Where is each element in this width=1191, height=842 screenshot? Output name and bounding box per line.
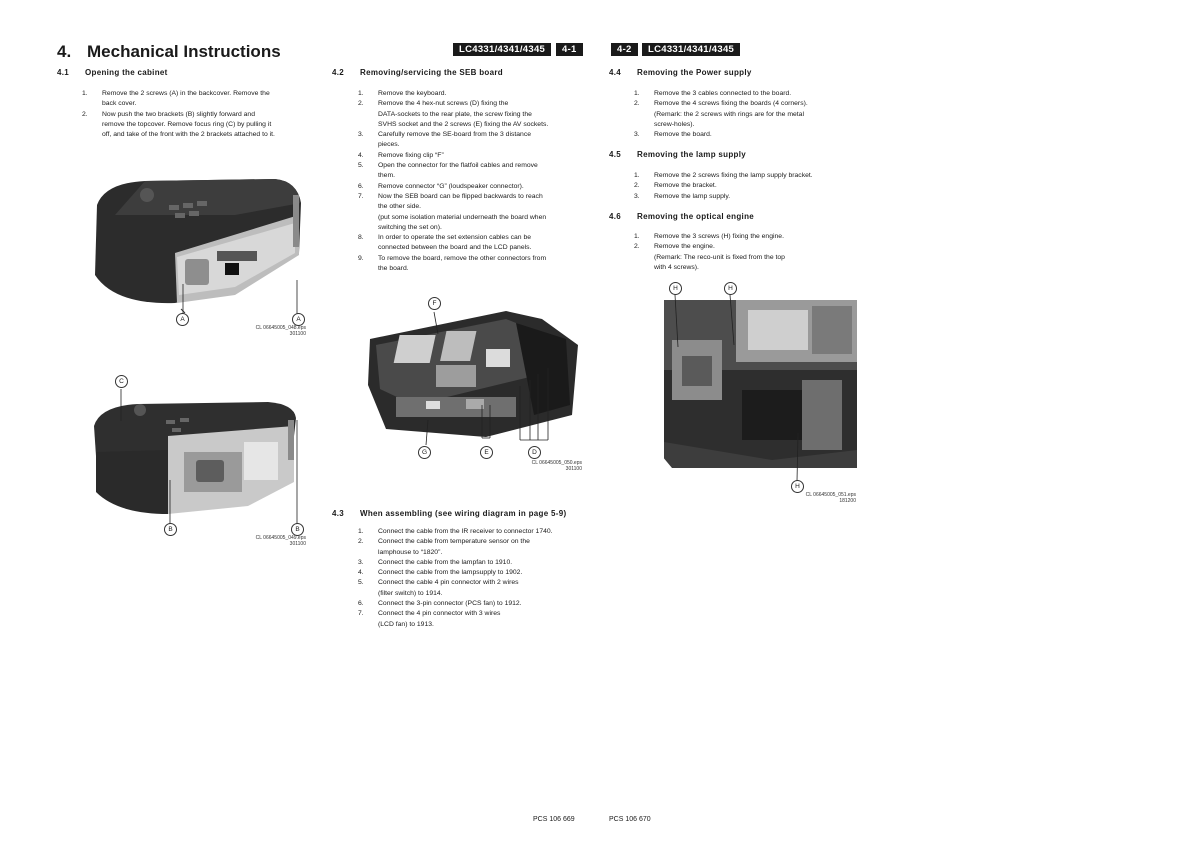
step-number: 2. [82, 110, 88, 118]
figure-2-leader-lines [115, 385, 315, 530]
step-number: 5. [358, 579, 364, 587]
figure-3-leader-lines [420, 300, 550, 455]
section-title: Removing the lamp supply [637, 150, 746, 159]
footer-left-page-code: PCS 106 669 [533, 816, 575, 823]
section-number: 4.1 [57, 68, 70, 77]
callout-e: E [480, 446, 493, 459]
step-number: 1. [82, 90, 88, 97]
step-line: Connect the cable from the lampsupply to 1902. [378, 569, 523, 577]
step-line: the other side. [378, 203, 422, 211]
step-item [358, 537, 598, 558]
figure-4-leader-lines [660, 285, 810, 490]
step-line: (filter switch) to 1914. [378, 589, 443, 597]
step-item [634, 192, 864, 202]
step-item [358, 599, 598, 609]
step-item [358, 568, 598, 578]
step-line: with 4 screws). [654, 263, 699, 271]
section-4-2-heading [332, 68, 503, 77]
step-line: Connect the 3-pin connector (PCS fan) to 1912. [378, 600, 522, 608]
section-4-5-heading [609, 150, 746, 159]
page-badge-left: 4-1 [556, 43, 583, 56]
step-line: DATA-sockets to the rear plate, the screw fixing the [378, 110, 532, 118]
step-line: Remove the 2 screws fixing the lamp supply bracket. [654, 172, 813, 179]
section-number: 4.3 [332, 509, 345, 518]
section-4-4-steps [634, 89, 864, 140]
step-line: Connect the cable 4 pin connector with 2 wires [378, 579, 519, 587]
step-item [82, 110, 322, 141]
step-line: Remove the engine. [654, 243, 715, 251]
caption-date: 301100 [289, 331, 306, 337]
step-item [634, 242, 864, 273]
step-line: Now the SEB board can be flipped backwards to reach [378, 192, 543, 200]
step-line: Remove the 4 hex-nut screws (D) fixing the [378, 100, 509, 108]
page-title [57, 42, 281, 62]
section-4-5-steps [634, 171, 864, 202]
step-number: 1. [634, 172, 640, 179]
callout-h-1: H [669, 282, 682, 295]
step-number: 9. [358, 254, 364, 262]
callout-h-2: H [724, 282, 737, 295]
step-line: lamphouse to “1820”. [378, 548, 443, 556]
section-4-6-heading [609, 212, 754, 221]
section-title: When assembling (see wiring diagram in page 5-9) [360, 509, 567, 518]
step-line: them. [378, 172, 395, 180]
footer-right-page-code: PCS 106 670 [609, 816, 651, 823]
step-line: Connect the cable from temperature sensor on the [378, 538, 530, 546]
step-line: Remove fixing clip “F” [378, 151, 444, 159]
caption-date: 301100 [289, 541, 306, 547]
caption-date: 301100 [565, 466, 582, 472]
step-number: 2. [634, 100, 640, 108]
step-number: 2. [634, 182, 640, 190]
figure-1-caption [230, 325, 306, 337]
step-item [358, 130, 598, 151]
callout-c: C [115, 375, 128, 388]
section-title: Removing the optical engine [637, 212, 755, 221]
step-number: 1. [358, 90, 364, 97]
step-number: 1. [634, 90, 640, 97]
step-line: (Remark: The reco-unit is fixed from the top [654, 253, 785, 261]
step-item [358, 192, 598, 233]
figure-1-leader-lines [180, 280, 310, 320]
step-number: 6. [358, 600, 364, 608]
section-title: Removing the Power supply [637, 68, 752, 77]
step-line: To remove the board, remove the other connectors from [378, 254, 547, 262]
step-item [358, 527, 598, 537]
callout-a-right: A [292, 313, 305, 326]
step-line: (put some isolation material underneath the board when [378, 213, 547, 221]
model-badge-left: LC4331/4341/4345 [453, 43, 551, 56]
step-item [634, 171, 864, 181]
step-number: 2. [358, 100, 364, 108]
step-line: Carefully remove the SE-board from the 3 distance [378, 131, 532, 139]
step-line: Connect the cable from the lampfan to 1910. [378, 558, 513, 566]
step-line: the board. [378, 265, 409, 273]
step-item [634, 89, 864, 99]
section-4-3-steps [358, 527, 598, 630]
callout-d: D [528, 446, 541, 459]
callout-b-left: B [164, 523, 177, 536]
step-line: Remove the 2 screws (A) in the backcover. Remove the [102, 90, 270, 97]
section-title: Opening the cabinet [85, 68, 168, 77]
step-item [358, 578, 598, 599]
section-4-1-heading [57, 68, 168, 77]
figure-2-caption [230, 535, 306, 547]
callout-h-3: H [791, 480, 804, 493]
chapter-number: 4. [57, 42, 72, 61]
step-number: 8. [358, 234, 364, 242]
step-number: 3. [634, 192, 640, 200]
step-item [634, 130, 864, 140]
step-number: 4. [358, 569, 364, 577]
step-item [358, 151, 598, 161]
model-badge-right: LC4331/4341/4345 [642, 43, 740, 56]
section-number: 4.6 [609, 212, 622, 221]
step-number: 2. [634, 243, 640, 251]
step-line: pieces. [378, 141, 400, 149]
step-number: 7. [358, 610, 364, 618]
section-4-3-heading [332, 509, 566, 518]
step-number: 3. [634, 131, 640, 139]
caption-file: CL 06645005_051.eps [805, 492, 856, 498]
section-number: 4.5 [609, 150, 622, 159]
step-line: SVHS socket and the 2 screws (E) fixing the AV sockets. [378, 120, 549, 128]
step-number: 6. [358, 182, 364, 190]
step-item [358, 161, 598, 182]
step-number: 3. [358, 131, 364, 139]
step-item [634, 181, 864, 191]
step-number: 4. [358, 151, 364, 159]
step-line: off, and take of the front with the 2 brackets attached to it. [102, 131, 275, 139]
step-item [634, 232, 864, 242]
step-line: Connect the 4 pin connector with 3 wires [378, 610, 501, 618]
step-line: Now push the two brackets (B) slightly forward and [102, 110, 255, 118]
step-line: (LCD fan) to 1913. [378, 620, 434, 628]
step-item [358, 89, 598, 99]
step-line: Remove connector “G” (loudspeaker connector). [378, 182, 524, 190]
step-line: Open the connector for the flatfoil cables and remove [378, 162, 538, 170]
step-line: Remove the board. [654, 131, 712, 139]
callout-g: G [418, 446, 431, 459]
step-item [358, 609, 598, 630]
step-line: Remove the 4 screws fixing the boards (4 corners). [654, 100, 808, 108]
section-number: 4.2 [332, 68, 345, 77]
section-4-6-steps [634, 232, 864, 273]
figure-4-caption [780, 492, 856, 504]
step-item [358, 254, 598, 275]
step-item [358, 558, 598, 568]
chapter-title: Mechanical Instructions [87, 42, 281, 61]
caption-file: CL 06645005_049.eps [255, 535, 306, 541]
section-4-1-steps [82, 89, 322, 140]
step-item [358, 182, 598, 192]
step-line: remove the topcover. Remove focus ring (C) by pulling it [102, 120, 272, 128]
page-badge-right: 4-2 [611, 43, 638, 56]
callout-a-left: A [176, 313, 189, 326]
section-4-4-heading [609, 68, 752, 77]
step-line: Remove the bracket. [654, 182, 717, 190]
callout-f: F [428, 297, 441, 310]
caption-file: CL 06645005_048.eps [255, 325, 306, 331]
step-line: Remove the 3 cables connected to the board. [654, 90, 792, 97]
step-line: Connect the cable from the IR receiver to connector 1740. [378, 528, 553, 535]
step-line: Remove the 3 screws (H) fixing the engine. [654, 233, 784, 240]
caption-file: CL 06645005_050.eps [531, 460, 582, 466]
step-number: 1. [634, 233, 640, 240]
step-item [82, 89, 322, 110]
step-line: Remove the lamp supply. [654, 192, 731, 200]
step-line: In order to operate the set extension cables can be [378, 234, 532, 242]
step-line: back cover. [102, 100, 137, 108]
step-number: 7. [358, 192, 364, 200]
step-line: connected between the board and the LCD panels. [378, 244, 532, 252]
section-title: Removing/servicing the SEB board [360, 68, 503, 77]
step-item [358, 99, 598, 130]
step-number: 5. [358, 162, 364, 170]
step-item [634, 99, 864, 130]
step-line: screw-holes). [654, 120, 695, 128]
step-item [358, 233, 598, 254]
step-number: 3. [358, 558, 364, 566]
step-line: Remove the keyboard. [378, 90, 447, 97]
step-line: (Remark: the 2 screws with rings are for the metal [654, 110, 804, 118]
step-number: 1. [358, 528, 364, 535]
section-number: 4.4 [609, 68, 622, 77]
step-line: switching the set on). [378, 223, 442, 231]
figure-3-caption [506, 460, 582, 472]
section-4-2-steps [358, 89, 598, 274]
callout-b-right: B [291, 523, 304, 536]
step-number: 2. [358, 538, 364, 546]
caption-date: 181200 [839, 498, 856, 504]
